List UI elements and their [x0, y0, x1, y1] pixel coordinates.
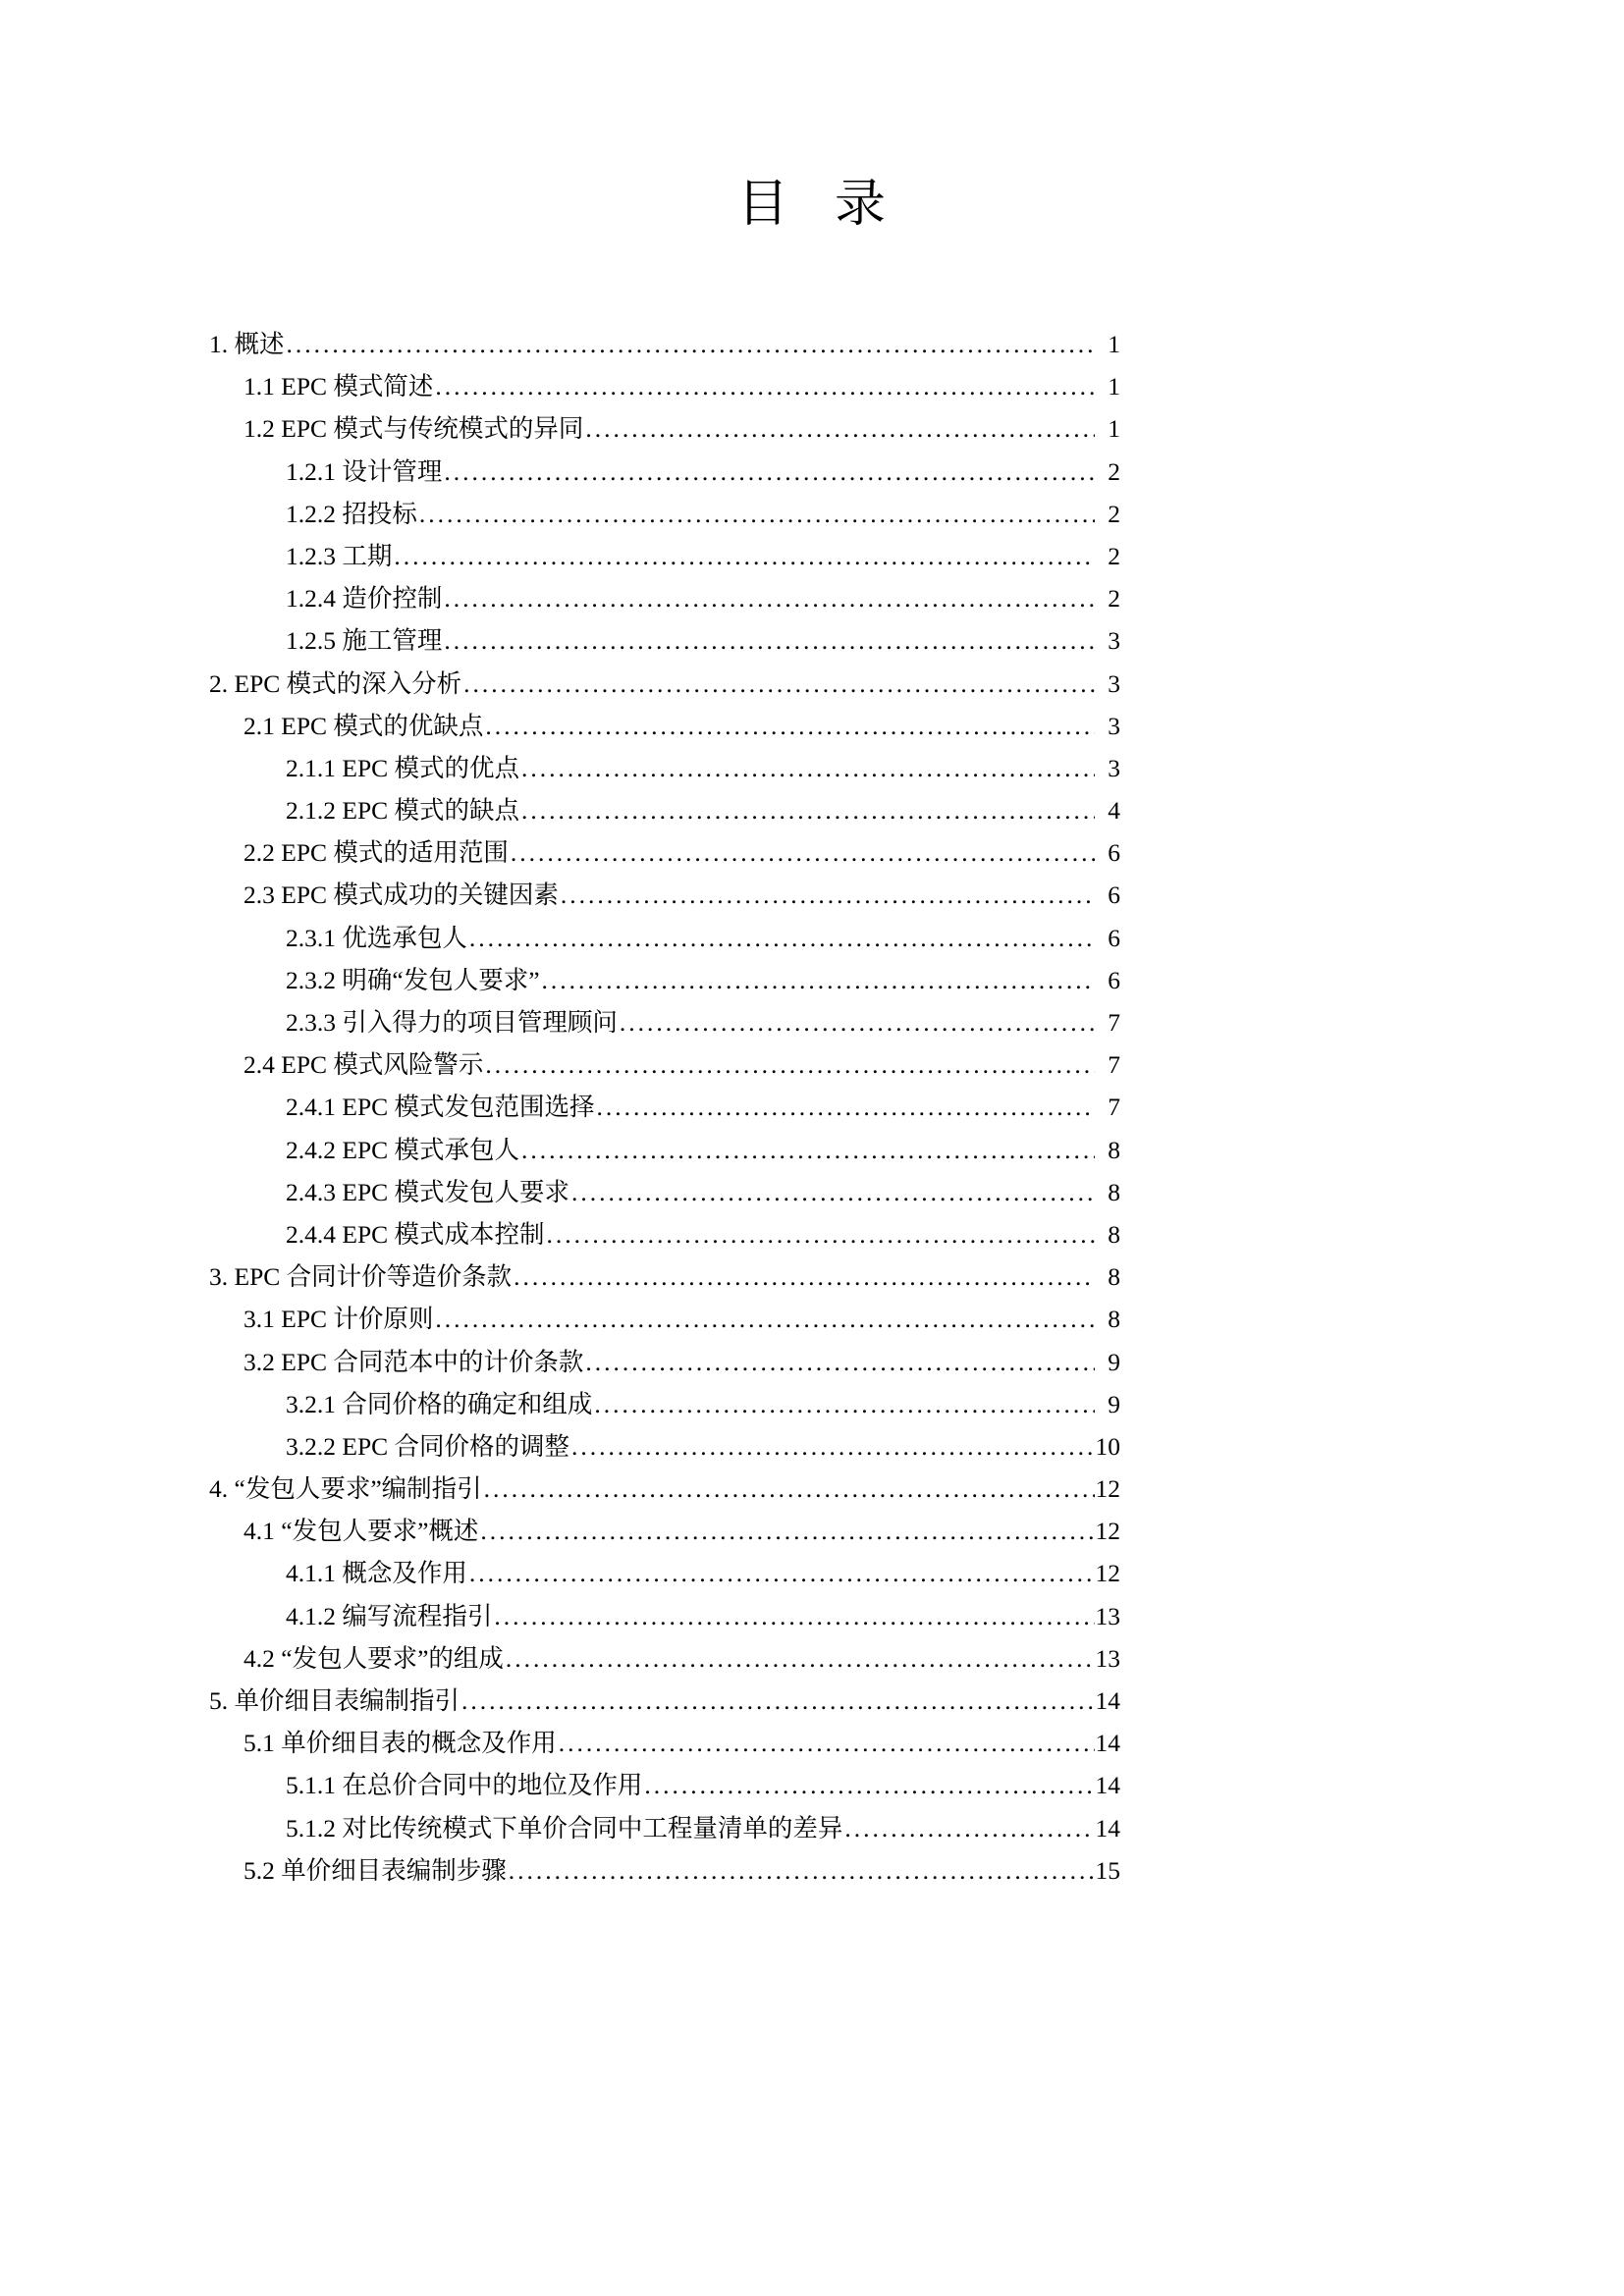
toc-entry[interactable] [244, 407, 1624, 450]
toc-entry-label: 5. 单价细目表编制指引 [209, 1686, 460, 1715]
toc-entry-page-number: 7 [1108, 1093, 1120, 1122]
toc-dot-leader [620, 1010, 1095, 1036]
toc-entry[interactable] [286, 619, 1624, 662]
toc-dot-leader [585, 1350, 1095, 1375]
toc-entry-page-number: 6 [1108, 881, 1120, 910]
toc-entry-label: 2.4 EPC 模式风险警示 [244, 1050, 484, 1080]
toc-entry-page-number: 6 [1108, 838, 1120, 868]
toc-entry[interactable] [286, 1425, 1624, 1468]
toc-entry[interactable] [286, 917, 1624, 959]
toc-entry[interactable] [286, 1001, 1624, 1043]
toc-entry-page-number: 14 [1095, 1771, 1120, 1800]
toc-entry-page-number: 4 [1108, 796, 1120, 826]
toc-entry-label: 2.2 EPC 模式的适用范围 [244, 838, 509, 868]
toc-entry[interactable] [244, 1341, 1624, 1383]
toc-dot-leader [463, 671, 1095, 697]
toc-entry-label: 5.1.1 在总价合同中的地位及作用 [286, 1771, 643, 1800]
table-of-contents [0, 231, 1624, 1892]
toc-dot-leader [542, 968, 1095, 993]
toc-entry-page-number: 9 [1108, 1347, 1120, 1376]
toc-entry-page-number: 12 [1095, 1559, 1120, 1588]
toc-entry-label: 1.2.3 工期 [286, 541, 393, 570]
toc-entry-page-number: 7 [1108, 1008, 1120, 1037]
toc-entry-page-number: 1 [1108, 330, 1120, 358]
toc-dot-leader [585, 416, 1095, 442]
toc-entry[interactable] [244, 1510, 1624, 1552]
toc-entry[interactable] [286, 577, 1624, 619]
toc-entry[interactable] [244, 1849, 1624, 1892]
toc-entry[interactable] [286, 1086, 1624, 1128]
toc-entry-label: 5.2 单价细目表编制步骤 [244, 1855, 507, 1885]
toc-list [0, 231, 1624, 1892]
toc-entry-label: 2.4.4 EPC 模式成本控制 [286, 1219, 545, 1249]
toc-entry-label: 1.2.4 造价控制 [286, 584, 443, 614]
toc-entry-label: 3. EPC 合同计价等造价条款 [209, 1262, 513, 1292]
toc-dot-leader [469, 926, 1095, 951]
toc-entry[interactable] [286, 1383, 1624, 1425]
toc-dot-leader [435, 374, 1095, 400]
toc-entry-page-number: 8 [1108, 1219, 1120, 1249]
toc-entry-page-number: 2 [1108, 541, 1120, 570]
toc-entry-label: 2.1.2 EPC 模式的缺点 [286, 796, 520, 826]
toc-entry-page-number: 3 [1108, 668, 1120, 698]
toc-entry-page-number: 12 [1095, 1517, 1120, 1546]
toc-entry[interactable] [286, 1552, 1624, 1594]
toc-dot-leader [547, 1222, 1095, 1248]
toc-entry-label: 5.1 单价细目表的概念及作用 [244, 1729, 557, 1758]
toc-dot-leader [419, 502, 1095, 527]
toc-entry-label: 2.1.1 EPC 模式的优点 [286, 753, 520, 782]
toc-entry-label: 3.1 EPC 计价原则 [244, 1305, 434, 1334]
toc-entry-label: 2.3 EPC 模式成功的关键因素 [244, 881, 559, 910]
toc-entry[interactable] [286, 535, 1624, 577]
toc-entry[interactable] [244, 831, 1624, 874]
toc-entry-label: 4.1 “发包人要求”概述 [244, 1517, 479, 1546]
toc-entry[interactable] [286, 1129, 1624, 1171]
toc-dot-leader [506, 1646, 1095, 1672]
toc-entry-label: 3.2.1 合同价格的确定和组成 [286, 1389, 593, 1418]
toc-dot-leader [561, 882, 1095, 908]
toc-dot-leader [509, 1858, 1095, 1884]
toc-entry-label: 4.1.1 概念及作用 [286, 1559, 467, 1588]
toc-entry[interactable] [244, 1722, 1624, 1764]
toc-dot-leader [511, 840, 1095, 866]
toc-entry[interactable] [286, 1171, 1624, 1213]
toc-entry[interactable] [286, 1764, 1624, 1806]
toc-entry[interactable] [286, 1213, 1624, 1255]
toc-dot-leader [644, 1773, 1095, 1798]
toc-dot-leader [597, 1095, 1095, 1120]
toc-entry-page-number: 6 [1108, 923, 1120, 952]
toc-entry-page-number: 10 [1095, 1431, 1120, 1461]
toc-entry[interactable] [286, 1807, 1624, 1849]
toc-entry-page-number: 1 [1108, 372, 1120, 401]
toc-entry-page-number: 8 [1108, 1262, 1120, 1292]
toc-entry[interactable] [244, 705, 1624, 747]
toc-dot-leader [485, 1052, 1095, 1078]
toc-entry-page-number: 3 [1108, 626, 1120, 656]
toc-entry-label: 1.2.1 设计管理 [286, 456, 443, 486]
toc-dot-leader [571, 1434, 1095, 1460]
toc-dot-leader [521, 1138, 1095, 1163]
toc-entry[interactable] [244, 874, 1624, 916]
toc-dot-leader [480, 1519, 1095, 1544]
toc-entry[interactable] [209, 663, 1624, 705]
toc-entry-label: 3.2.2 EPC 合同价格的调整 [286, 1431, 570, 1461]
toc-entry[interactable] [286, 789, 1624, 831]
toc-entry-label: 1.1 EPC 模式简述 [244, 372, 434, 401]
toc-dot-leader [521, 798, 1095, 824]
toc-entry[interactable] [286, 451, 1624, 493]
toc-dot-leader [435, 1307, 1095, 1332]
toc-entry[interactable] [209, 1468, 1624, 1510]
toc-dot-leader [394, 544, 1095, 569]
toc-dot-leader [514, 1264, 1095, 1290]
toc-entry-page-number: 1 [1108, 414, 1120, 444]
toc-entry-label: 2.3.1 优选承包人 [286, 923, 467, 952]
toc-entry[interactable] [244, 1637, 1624, 1680]
toc-entry-page-number: 8 [1108, 1305, 1120, 1334]
toc-entry[interactable] [244, 365, 1624, 407]
toc-dot-leader [444, 586, 1095, 612]
toc-entry-label: 2.4.1 EPC 模式发包范围选择 [286, 1093, 595, 1122]
toc-entry[interactable] [209, 323, 1624, 365]
toc-entry-label: 2.1 EPC 模式的优缺点 [244, 711, 484, 740]
toc-entry-page-number: 14 [1095, 1813, 1120, 1842]
toc-entry-label: 2.3.2 明确“发包人要求” [286, 965, 540, 994]
toc-entry-page-number: 7 [1108, 1050, 1120, 1080]
toc-entry[interactable] [286, 747, 1624, 789]
toc-entry-page-number: 2 [1108, 584, 1120, 614]
toc-entry-label: 3.2 EPC 合同范本中的计价条款 [244, 1347, 584, 1376]
toc-entry-page-number: 8 [1108, 1177, 1120, 1206]
toc-entry-page-number: 12 [1095, 1474, 1120, 1504]
toc-entry-page-number: 6 [1108, 965, 1120, 994]
toc-entry[interactable] [286, 493, 1624, 535]
toc-entry-label: 4.2 “发包人要求”的组成 [244, 1643, 504, 1673]
toc-dot-leader [484, 1476, 1095, 1502]
toc-dot-leader [469, 1561, 1095, 1586]
toc-entry-label: 5.1.2 对比传统模式下单价合同中工程量清单的差异 [286, 1813, 843, 1842]
page-title-char-first: 目 [736, 177, 789, 233]
toc-entry-label: 4.1.2 编写流程指引 [286, 1601, 493, 1630]
toc-entry-page-number: 13 [1095, 1643, 1120, 1673]
toc-entry[interactable] [286, 959, 1624, 1001]
toc-dot-leader [594, 1392, 1095, 1417]
toc-entry-label: 1.2.5 施工管理 [286, 626, 443, 656]
toc-dot-leader [521, 756, 1095, 781]
toc-entry[interactable] [244, 1298, 1624, 1340]
toc-dot-leader [494, 1604, 1095, 1629]
toc-entry-page-number: 14 [1095, 1686, 1120, 1715]
toc-entry-page-number: 8 [1108, 1135, 1120, 1164]
toc-entry-page-number: 2 [1108, 456, 1120, 486]
toc-entry-label: 1. 概述 [209, 330, 285, 358]
toc-entry-label: 1.2.2 招投标 [286, 499, 417, 528]
toc-entry-label: 2.3.3 引入得力的项目管理顾问 [286, 1008, 618, 1037]
toc-entry-label: 2.4.3 EPC 模式发包人要求 [286, 1177, 570, 1206]
toc-entry-page-number: 14 [1095, 1729, 1120, 1758]
toc-dot-leader [844, 1816, 1095, 1842]
toc-entry[interactable] [209, 1680, 1624, 1722]
toc-dot-leader [559, 1731, 1095, 1756]
toc-entry[interactable] [244, 1043, 1624, 1086]
toc-entry-label: 1.2 EPC 模式与传统模式的异同 [244, 414, 584, 444]
toc-dot-leader [444, 628, 1095, 654]
toc-entry-page-number: 2 [1108, 499, 1120, 528]
toc-entry-page-number: 13 [1095, 1601, 1120, 1630]
toc-dot-leader [444, 459, 1095, 485]
toc-dot-leader [571, 1180, 1095, 1205]
toc-dot-leader [287, 332, 1095, 357]
toc-dot-leader [485, 714, 1095, 739]
toc-entry-page-number: 3 [1108, 753, 1120, 782]
toc-entry-page-number: 9 [1108, 1389, 1120, 1418]
toc-dot-leader [461, 1688, 1095, 1714]
toc-entry[interactable] [209, 1255, 1624, 1298]
page-title-char-second: 录 [835, 177, 888, 233]
page-title [0, 0, 1624, 231]
toc-entry-page-number: 3 [1108, 711, 1120, 740]
toc-entry-page-number: 15 [1095, 1855, 1120, 1885]
toc-entry-label: 2.4.2 EPC 模式承包人 [286, 1135, 520, 1164]
toc-entry[interactable] [286, 1595, 1624, 1637]
toc-entry-label: 4. “发包人要求”编制指引 [209, 1474, 482, 1504]
toc-entry-label: 2. EPC 模式的深入分析 [209, 668, 462, 698]
